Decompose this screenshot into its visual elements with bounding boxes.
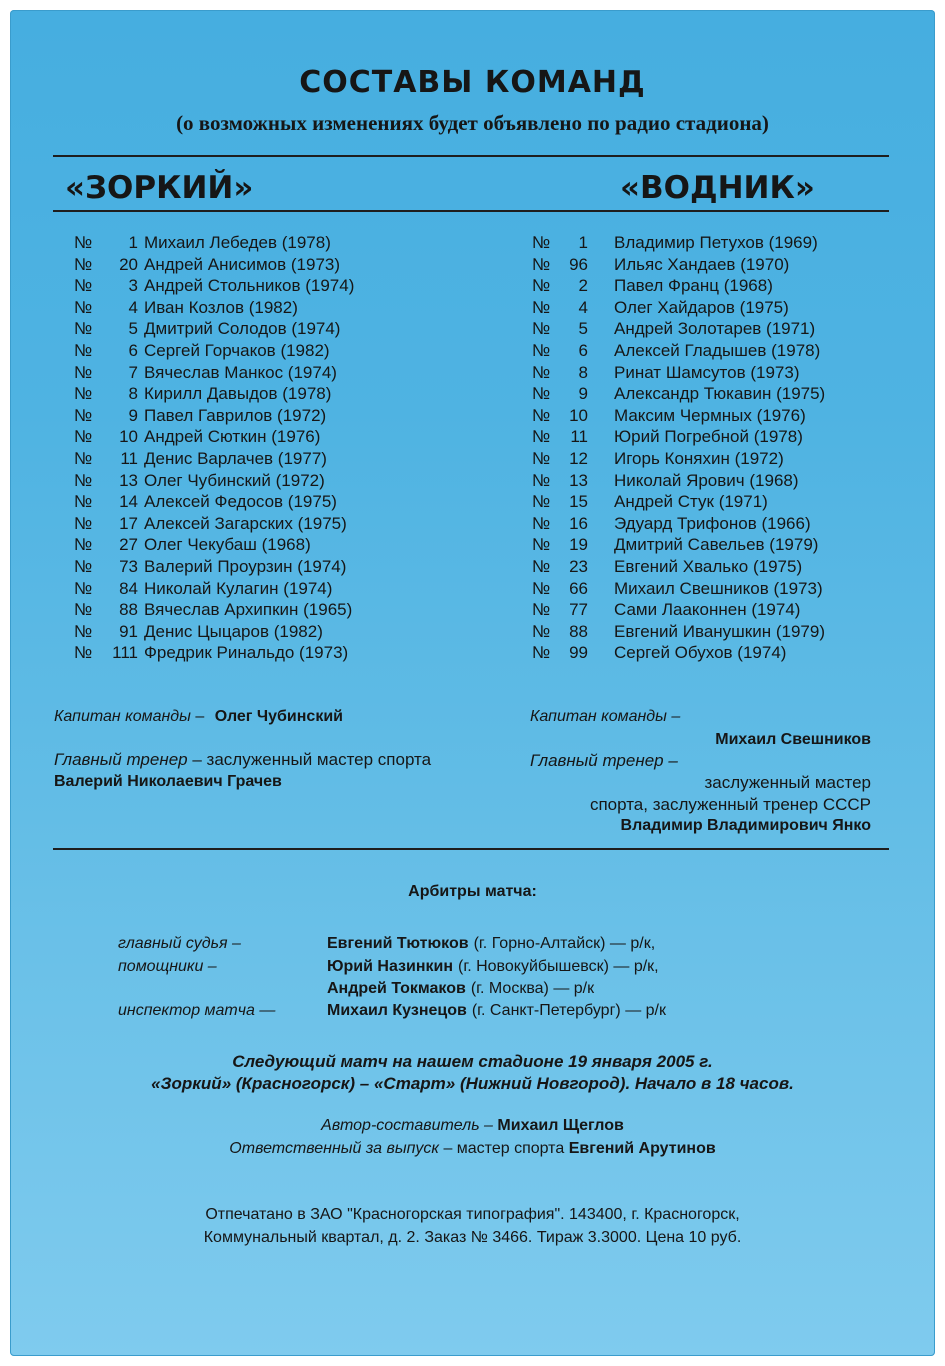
referee-name: Евгений Тютюков (327, 935, 469, 952)
team-a-coach-label: Главный тренер (54, 750, 188, 769)
number-sign: № (532, 233, 551, 252)
player-number: 5 (128, 319, 138, 339)
author-label: Автор-составитель – (321, 1117, 493, 1134)
number-sign: № (532, 621, 551, 641)
number-sign: № (532, 340, 551, 360)
player-number: 17 (119, 513, 138, 533)
imprint-line-1: Отпечатано в ЗАО "Красногорская типография". 143400, г. Красногорск, (205, 1206, 740, 1223)
player-name: Денис Варлачев (1977) (144, 448, 327, 468)
player-name: Ильяс Хандаев (1970) (614, 254, 790, 274)
referee-info (327, 958, 659, 976)
number-sign: № (532, 578, 551, 598)
player-name: Сами Лааконнен (1974) (614, 600, 801, 620)
team-a-captain-dash: – (195, 708, 205, 725)
player-number: 10 (119, 427, 138, 447)
credits-editor (10, 1140, 935, 1158)
editor-label: Ответственный за выпуск (229, 1140, 439, 1157)
divider-top (53, 155, 889, 157)
player-number: 14 (119, 492, 138, 512)
player-number: 13 (119, 470, 138, 490)
player-number: 1 (578, 233, 588, 252)
player-name: Владимир Петухов (1969) (614, 233, 818, 252)
next-match-date: Следующий матч на нашем стадионе 19 января 2005 г. (232, 1052, 713, 1071)
referee-role: помощники – (118, 958, 217, 975)
player-number: 6 (128, 340, 138, 360)
player-name: Михаил Свешников (1973) (614, 578, 823, 598)
player-name: Вячеслав Архипкин (1965) (144, 600, 353, 620)
player-name: Евгений Хвалько (1975) (614, 556, 803, 576)
player-number: 11 (120, 448, 138, 468)
referee-role: инспектор матча — (118, 1002, 276, 1019)
player-name: Николай Кулагин (1974) (144, 578, 333, 598)
player-name: Валерий Проурзин (1974) (144, 556, 347, 576)
team-a-coach-name: Валерий Николаевич Грачев (54, 773, 282, 790)
player-number: 3 (128, 276, 138, 296)
player-number: 1 (128, 233, 138, 252)
player-number: 8 (128, 384, 138, 404)
player-name: Юрий Погребной (1978) (614, 427, 803, 447)
referee-name: Юрий Назинкин (327, 958, 453, 975)
player-number: 5 (578, 319, 588, 339)
player-name: Павел Франц (1968) (614, 276, 773, 296)
team-a-captain-label: Капитан команды (54, 708, 191, 725)
player-number: 7 (128, 362, 138, 382)
player-number: 96 (569, 254, 588, 274)
player-name: Алексей Федосов (1975) (144, 492, 337, 512)
team-b-coach-title-line1: заслуженный мастер (704, 773, 871, 792)
number-sign: № (74, 448, 93, 468)
number-sign: № (532, 448, 551, 468)
team-a-coach (54, 750, 431, 770)
player-name: Олег Чекубаш (1968) (144, 535, 311, 555)
credits-author (10, 1117, 935, 1135)
program-page (10, 10, 935, 1356)
number-sign: № (74, 297, 93, 317)
number-sign: № (74, 427, 93, 447)
number-sign: № (532, 384, 551, 404)
player-name: Эдуард Трифонов (1966) (614, 513, 811, 533)
player-number: 4 (128, 297, 138, 317)
player-name: Игорь Коняхин (1972) (614, 448, 784, 468)
player-name: Алексей Гладышев (1978) (614, 340, 821, 360)
player-number: 111 (112, 643, 138, 663)
team-a-captain-name: Олег Чубинский (214, 708, 343, 725)
referee-role: главный судья – (118, 935, 241, 952)
referee-detail: (г. Горно-Алтайск) — р/к, (473, 935, 656, 952)
number-sign: № (74, 556, 93, 576)
player-name: Андрей Анисимов (1973) (144, 254, 341, 274)
number-sign: № (74, 362, 93, 382)
referee-name: Михаил Кузнецов (327, 1002, 467, 1019)
player-name: Михаил Лебедев (1978) (144, 233, 331, 252)
player-number: 20 (119, 254, 138, 274)
number-sign: № (532, 492, 551, 512)
next-match-teams: «Зоркий» (Красногорск) – «Старт» (Нижний Новгород). Начало в 18 часов. (151, 1074, 794, 1093)
number-sign: № (74, 535, 93, 555)
player-name: Олег Чубинский (1972) (144, 470, 325, 490)
player-number: 9 (128, 405, 138, 425)
player-number: 84 (119, 578, 138, 598)
number-sign: № (532, 513, 551, 533)
player-number: 11 (570, 427, 588, 447)
player-name: Павел Гаврилов (1972) (144, 405, 327, 425)
player-number: 19 (569, 535, 588, 555)
player-number: 88 (569, 621, 588, 641)
divider-referees (53, 848, 889, 850)
imprint-line-2: Коммунальный квартал, д. 2. Заказ № 3466. Тираж 3.3000. Цена 10 руб. (203, 1229, 742, 1246)
player-number: 23 (569, 556, 588, 576)
player-name: Сергей Горчаков (1982) (144, 340, 330, 360)
number-sign: № (532, 600, 551, 620)
number-sign: № (74, 643, 93, 663)
number-sign: № (532, 470, 551, 490)
player-number: 6 (578, 340, 588, 360)
referee-info (327, 1002, 666, 1020)
number-sign: № (532, 405, 551, 425)
player-name: Иван Козлов (1982) (144, 297, 298, 317)
number-sign: № (532, 319, 551, 339)
page-subtitle: (о возможных изменениях будет объявлено по радио стадиона) (176, 111, 769, 135)
divider-teams (53, 210, 889, 212)
player-name: Дмитрий Савельев (1979) (614, 535, 819, 555)
team-a-coach-title: – заслуженный мастер спорта (192, 750, 432, 769)
referee-detail: (г. Санкт-Петербург) — р/к (471, 1002, 666, 1019)
number-sign: № (74, 319, 93, 339)
number-sign: № (532, 643, 551, 663)
player-name: Дмитрий Солодов (1974) (144, 319, 341, 339)
player-name: Андрей Стук (1971) (614, 492, 768, 512)
number-sign: № (532, 556, 551, 576)
number-sign: № (74, 254, 93, 274)
number-sign: № (74, 384, 93, 404)
number-sign: № (74, 492, 93, 512)
player-number: 91 (119, 621, 138, 641)
player-name: Александр Тюкавин (1975) (614, 384, 826, 404)
author-name: Михаил Щеглов (497, 1117, 624, 1134)
player-name: Андрей Стольников (1974) (144, 276, 355, 296)
team-b-name: «ВОДНИК» (620, 170, 815, 206)
player-number: 10 (569, 405, 588, 425)
player-name: Олег Хайдаров (1975) (614, 297, 789, 317)
player-name: Андрей Золотарев (1971) (614, 319, 816, 339)
player-number: 77 (569, 600, 588, 620)
referee-detail: (г. Москва) — р/к (470, 980, 595, 997)
player-number: 13 (569, 470, 588, 490)
number-sign: № (74, 513, 93, 533)
player-name: Андрей Сюткин (1976) (144, 427, 321, 447)
player-name: Вячеслав Манкос (1974) (144, 362, 337, 382)
number-sign: № (532, 254, 551, 274)
team-b-captain-label: Капитан команды – (530, 708, 681, 725)
player-number: 12 (569, 448, 588, 468)
player-number: 99 (569, 643, 588, 663)
player-number: 73 (119, 556, 138, 576)
number-sign: № (74, 340, 93, 360)
number-sign: № (74, 233, 93, 252)
editor-name: Евгений Арутинов (568, 1140, 716, 1157)
referees-heading: Арбитры матча: (408, 883, 537, 900)
player-name: Фредрик Ринальдо (1973) (144, 643, 349, 663)
player-number: 15 (569, 492, 588, 512)
number-sign: № (532, 297, 551, 317)
player-name: Сергей Обухов (1974) (614, 643, 787, 663)
number-sign: № (532, 362, 551, 382)
player-name: Алексей Загарских (1975) (144, 513, 347, 533)
team-b-coach-title-line2: спорта, заслуженный тренер СССР (589, 795, 871, 814)
player-number: 66 (569, 578, 588, 598)
player-name: Ринат Шамсутов (1973) (614, 362, 800, 382)
player-number: 2 (578, 276, 588, 296)
number-sign: № (74, 600, 93, 620)
number-sign: № (532, 427, 551, 447)
team-b-captain-name: Михаил Свешников (715, 731, 871, 748)
team-b-coach-name: Владимир Владимирович Янко (620, 817, 871, 834)
number-sign: № (532, 535, 551, 555)
team-a-captain (54, 708, 343, 726)
number-sign: № (74, 470, 93, 490)
team-a-name: «ЗОРКИЙ» (65, 170, 254, 206)
player-name: Максим Чермных (1976) (614, 405, 806, 425)
referee-detail: (г. Новокуйбышевск) — р/к, (458, 958, 659, 975)
player-number: 16 (569, 513, 588, 533)
team-b-coach-label: Главный тренер – (530, 751, 678, 770)
player-number: 4 (578, 297, 588, 317)
player-number: 9 (578, 384, 588, 404)
number-sign: № (532, 276, 551, 296)
referee-info (327, 980, 594, 998)
editor-title: – мастер спорта (443, 1140, 565, 1157)
number-sign: № (74, 578, 93, 598)
referee-name: Андрей Токмаков (327, 980, 466, 997)
player-name: Евгений Иванушкин (1979) (614, 621, 825, 641)
player-number: 8 (578, 362, 588, 382)
number-sign: № (74, 276, 93, 296)
page-title: СОСТАВЫ КОМАНД (299, 65, 646, 100)
player-name: Николай Ярович (1968) (614, 470, 799, 490)
referee-info (327, 935, 655, 953)
player-number: 88 (119, 600, 138, 620)
player-name: Кирилл Давыдов (1978) (144, 384, 332, 404)
number-sign: № (74, 405, 93, 425)
player-name: Денис Цыцаров (1982) (144, 621, 323, 641)
player-number: 27 (119, 535, 138, 555)
number-sign: № (74, 621, 93, 641)
